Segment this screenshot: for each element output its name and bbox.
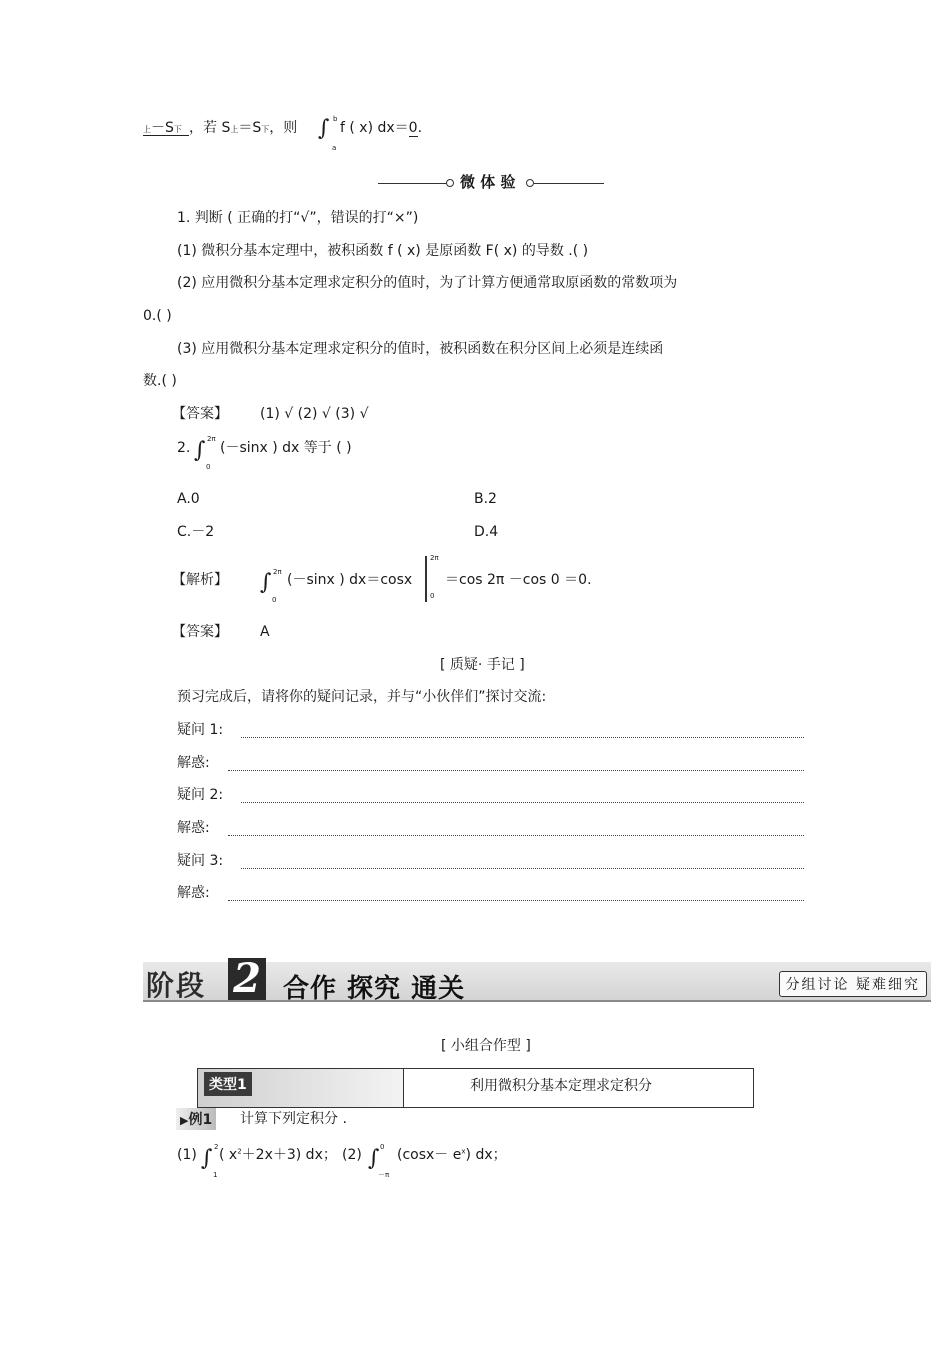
q1-stem: 1. 判断 ( 正确的打“√”，错误的打“×”) [177, 210, 419, 226]
an-int-upper: 2π [273, 568, 282, 576]
banner-stage-text: 阶段 [146, 969, 207, 1002]
q2-int-upper: 2π [207, 435, 216, 443]
p1-upper: 2 [214, 1143, 219, 1151]
banner-title: 合作 探究 通关 [283, 974, 466, 1004]
sub-upper-2: 上 [230, 125, 239, 134]
integral-sign-icon: ∫ [194, 438, 206, 463]
notes-title: [ 质疑· 手记 ] [440, 657, 525, 673]
answer-3-line[interactable] [228, 900, 804, 901]
q2-int-lower: 0 [206, 463, 211, 471]
sub-lower-2: 下 [261, 125, 270, 134]
p1-integrand [219, 1148, 337, 1162]
integral-sign-icon: ∫ [201, 1146, 213, 1171]
sub-upper: 上 [143, 125, 151, 134]
title-line-right [534, 183, 604, 184]
period: . [417, 120, 423, 136]
type-1-tag: 类型1 [204, 1072, 252, 1096]
doubt-1-line[interactable] [241, 737, 804, 738]
p2-part-b: ) dx； [465, 1147, 507, 1163]
doubt-2-label: 疑问 2: [177, 787, 224, 803]
option-c: C.－2 [177, 524, 215, 540]
q1-s3b: 数.( ) [143, 373, 177, 389]
if-text: ，若 S [189, 120, 231, 136]
an-result: ＝cos 2π －cos 0 ＝0. [445, 572, 592, 588]
banner-right-tag: 分组讨论 疑难细究 [779, 971, 927, 997]
eval-lower: 0 [430, 592, 435, 600]
title-line-left [378, 183, 448, 184]
answer-3-label: 解惑: [177, 885, 210, 901]
eq-s: ＝S [238, 120, 262, 136]
sub-lower: 下 [173, 125, 182, 134]
eval-upper: 2π [430, 554, 439, 562]
type-1-left [198, 1069, 404, 1107]
p2-label: (2) [342, 1147, 362, 1163]
then-text: ，则 [269, 120, 298, 136]
type-1-text: 利用微积分基本定理求定积分 [470, 1078, 652, 1094]
top-integrand [340, 121, 422, 135]
int-upper: b [333, 115, 338, 123]
int-lower: a [332, 144, 337, 152]
q2-answer: A [260, 624, 270, 640]
option-d: D.4 [474, 524, 499, 540]
option-b: B.2 [474, 491, 497, 507]
group-type-title: [ 小组合作型 ] [441, 1038, 531, 1054]
integrand-text: f ( x) dx＝ [340, 120, 409, 136]
p2-lower: －π [378, 1171, 390, 1179]
p1-exponent: 2 [237, 1147, 242, 1156]
q2-integrand: (－sinx ) dx 等于 ( ) [220, 440, 352, 456]
triangle-icon: ▶ [180, 1114, 189, 1127]
q1-s1: (1) 微积分基本定理中，被积函数 f ( x) 是原函数 F( x) 的导数 .( ) [177, 243, 589, 259]
answer-1-line[interactable] [228, 770, 804, 771]
stage-banner [143, 955, 931, 1004]
integral-sign-icon: ∫ [368, 1146, 380, 1171]
option-a: A.0 [177, 491, 200, 507]
analysis-label: 【解析】 [172, 572, 228, 588]
integral-sign-icon: ∫ [318, 116, 330, 141]
p2-exponent: x [461, 1147, 466, 1156]
answer-2-line[interactable] [228, 835, 804, 836]
result-zero: 0 [408, 120, 418, 136]
notes-intro: 预习完成后，请将你的疑问记录，并与“小伙伴们”探讨交流: [177, 689, 547, 705]
top-formula-line [143, 121, 297, 136]
example-stem: 计算下列定积分 . [240, 1111, 347, 1127]
p1-part-b: ＋2x＋3) dx； [241, 1147, 337, 1163]
banner-stage-number: 2 [228, 958, 266, 1000]
example-tag-text: 例1 [188, 1112, 213, 1128]
type-1-box [197, 1068, 754, 1108]
micro-exp-title: 微 体 验 [460, 173, 516, 191]
p2-upper: 0 [380, 1143, 385, 1151]
q2-num: 2. [177, 440, 191, 456]
p1-label: (1) [177, 1147, 197, 1163]
an-int-lower: 0 [272, 596, 277, 604]
p2-part-a: (cosx－ e [397, 1147, 462, 1163]
answer-1-label: 解惑: [177, 755, 210, 771]
doubt-1-label: 疑问 1: [177, 722, 224, 738]
q1-answer: (1) √ (2) √ (3) √ [260, 406, 369, 422]
q1-s3a: (3) 应用微积分基本定理求定积分的值时，被积函数在积分区间上必须是连续函 [177, 341, 664, 357]
title-circle-right [526, 179, 534, 187]
answer-2-label: 解惑: [177, 820, 210, 836]
doubt-3-label: 疑问 3: [177, 853, 224, 869]
title-circle-left [446, 179, 454, 187]
q1-s2b: 0.( ) [143, 308, 172, 324]
doubt-3-line[interactable] [241, 868, 804, 869]
eval-bar [425, 556, 427, 602]
q1-answer-label: 【答案】 [172, 406, 228, 422]
q1-s2a: (2) 应用微积分基本定理求定积分的值时，为了计算方便通常取原函数的常数项为 [177, 275, 678, 291]
minus-s: －S [151, 120, 174, 136]
q2-answer-label: 【答案】 [172, 624, 228, 640]
integral-sign-icon: ∫ [260, 570, 272, 595]
p1-lower: 1 [213, 1171, 218, 1179]
doubt-2-line[interactable] [241, 802, 804, 803]
p1-part-a: ( x [219, 1147, 238, 1163]
s-diff-underlined [143, 121, 189, 136]
p2-integrand [397, 1148, 507, 1162]
example-1-tag [176, 1108, 216, 1130]
an-integrand: (－sinx ) dx＝cosx [287, 572, 413, 588]
